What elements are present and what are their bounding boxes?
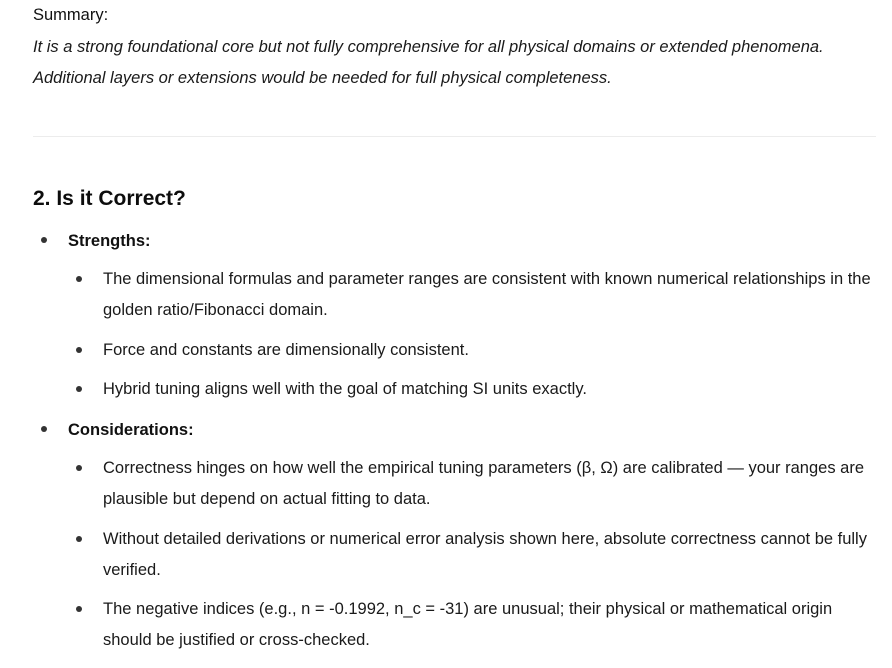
bullet-icon: [41, 237, 47, 243]
strength-item: Force and constants are dimensionally consistent.: [103, 341, 469, 359]
strength-item: The dimensional formulas and parameter ranges are consistent with known numerical relationships in the golden ratio/Fibonacci domain.: [103, 270, 871, 319]
strength-item: Hybrid tuning aligns well with the goal of matching SI units exactly.: [103, 380, 587, 398]
summary-label: Summary:: [33, 6, 109, 24]
summary-text: It is a strong foundational core but not fully comprehensive for all physical domains or extended phenomena. Additional layers or extensions would be needed for full physical completeness.: [33, 38, 824, 87]
bullet-icon: [76, 536, 82, 542]
considerations-label: Considerations:: [68, 421, 194, 439]
bullet-icon: [76, 276, 82, 282]
strengths-label: Strengths:: [68, 232, 151, 250]
bullet-icon: [41, 426, 47, 432]
bullet-icon: [76, 606, 82, 612]
consideration-item: Without detailed derivations or numerical error analysis shown here, absolute correctness cannot be fully verified.: [103, 530, 867, 579]
consideration-item: Correctness hinges on how well the empirical tuning parameters (β, Ω) are calibrated — your ranges are plausible but depend on actual fitting to data.: [103, 459, 865, 508]
bullet-icon: [76, 347, 82, 353]
bullet-icon: [76, 465, 82, 471]
section-heading: 2. Is it Correct?: [33, 187, 186, 210]
section-divider: [33, 136, 876, 137]
consideration-item: The negative indices (e.g., n = -0.1992, n_c = -31) are unusual; their physical or mathematical origin should be justified or cross-checked.: [103, 600, 833, 649]
bullet-icon: [76, 386, 82, 392]
